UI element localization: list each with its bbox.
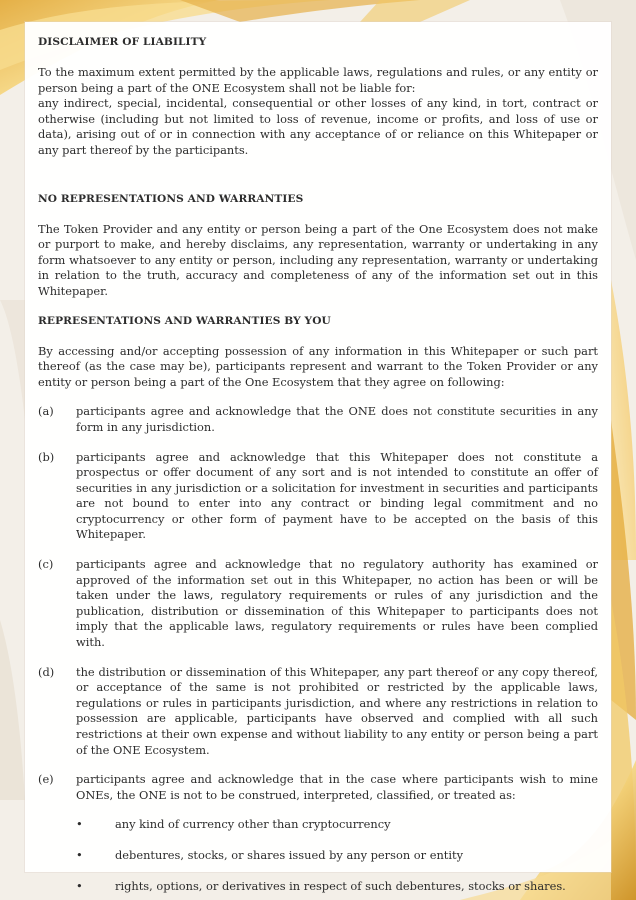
bullet-text: rights, options, or derivatives in respect of such debentures, stocks or shares. — [115, 878, 566, 893]
bullet-item — [38, 817, 598, 833]
bullet-item — [38, 848, 598, 864]
list-item-text: participants agree and acknowledge that no regulatory authority has examined or approved of the information set out in this Whitepaper, no action has been or will be taken under the laws, regulatory requirements or rules of any jurisdiction and the publication, distribution or dissemination of this Whitepaper to participants does not imply that the applicable laws, regulatory requirements or rules have been complied with. — [76, 557, 598, 650]
bullet-dot: • — [76, 878, 83, 893]
list-item-label: (a) — [38, 404, 54, 419]
list-item-label: (e) — [38, 772, 54, 787]
list-item-label: (c) — [38, 557, 54, 572]
bullet-item — [38, 879, 598, 895]
list-item-text: participants agree and acknowledge that this Whitepaper does not constitute a prospectus or offer document of any sort and is not intended to constitute an offer of securities in any jurisdiction or a solicitation for investment in securities and participants are not bound to enter into any contract or binding legal commitment and no cryptocurrency or other form of payment have to be accepted on the basis of this Whitepaper. — [76, 449, 598, 542]
representations-by-you-heading: REPRESENTATIONS AND WARRANTIES BY YOU — [38, 314, 331, 327]
list-item-label: (b) — [38, 449, 55, 464]
document-body — [38, 35, 598, 894]
disclaimer-paragraph-2: any indirect, special, incidental, consequential or other losses of any kind, in tort, contract or otherwise (including but not limited to loss of revenue, income or profits, and loss of use or data), arising out of or in connection with any acceptance of or reliance on this Whitepaper or any part thereof by the participants. — [38, 96, 598, 157]
list-item-text: participants agree and acknowledge that in the case where participants wish to mine ONEs, the ONE is not to be construed, interpreted, classified, or treated as: — [76, 772, 598, 802]
bullet-dot: • — [76, 817, 83, 832]
bullet-dot: • — [76, 847, 83, 862]
no-representations-heading: NO REPRESENTATIONS AND WARRANTIES — [38, 192, 304, 205]
list-item-label: (d) — [38, 664, 55, 679]
list-item-text: the distribution or dissemination of this Whitepaper, any part thereof or any copy thereof, or acceptance of the same is not prohibited or restricted by the applicable laws, regulations or rules in participants jurisdiction, and where any restrictions in relation to possession are applicable, participants have observed and complied with all such restrictions at their own expense and without liability to any entity or person being a part of the ONE Ecosystem. — [76, 664, 598, 757]
list-item-d — [38, 665, 598, 759]
representations-intro: By accessing and/or accepting possession of any information in this Whitepaper or such part thereof (as the case may be), participants represent and warrant to the Token Provider or any entity or person being a part of the One Ecosystem that they agree on following: — [38, 343, 598, 389]
list-item-c — [38, 557, 598, 651]
bullet-text: debentures, stocks, or shares issued by any person or entity — [115, 847, 464, 862]
disclaimer-paragraph-1: To the maximum extent permitted by the applicable laws, regulations and rules, or any entity or person being a part of the ONE Ecosystem shall not be liable for: — [38, 65, 598, 95]
disclaimer-heading: DISCLAIMER OF LIABILITY — [38, 36, 207, 48]
bullet-text: any kind of currency other than cryptocurrency — [115, 817, 391, 832]
list-item-text: participants agree and acknowledge that the ONE does not constitute securities in any form in any jurisdiction. — [76, 404, 598, 434]
list-item-b — [38, 450, 598, 544]
list-item-e — [38, 772, 598, 803]
list-item-a — [38, 404, 598, 435]
no-representations-paragraph: The Token Provider and any entity or person being a part of the One Ecosystem does not make or purport to make, and hereby disclaims, any representation, warranty or undertaking in any form whatsoever to any entity or person, including any representation, warranty or undertaking in relation to the truth, accuracy and completeness of any of the information set out in this Whitepaper. — [38, 221, 598, 298]
